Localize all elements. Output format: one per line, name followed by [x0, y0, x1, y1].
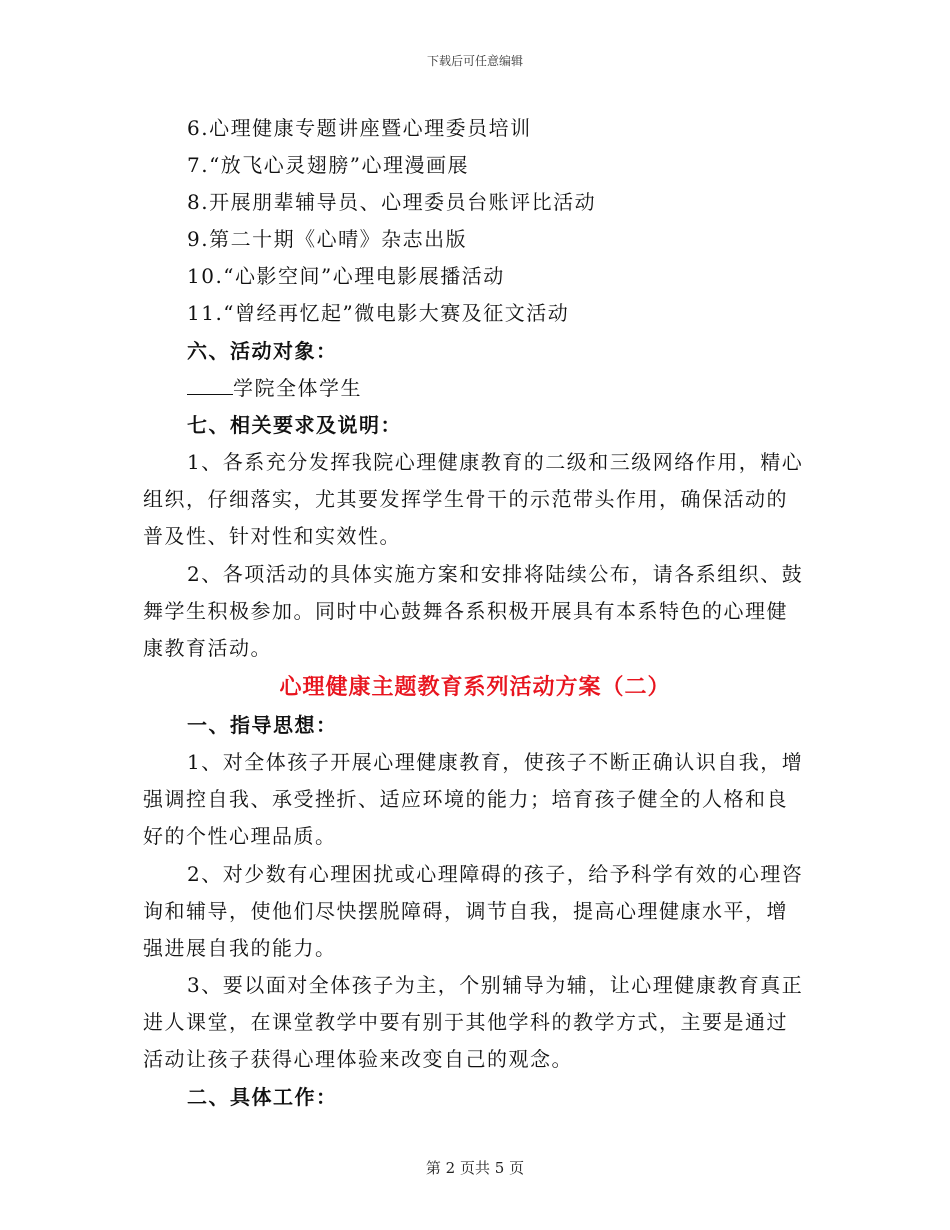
paragraph-line: 2、对少数有心理困扰或心理障碍的孩子，给予科学有效的心理咨	[187, 862, 804, 886]
page-header: 下载后可任意编辑	[426, 54, 523, 68]
list-item: 10.“心影空间”心理电影展播活动	[187, 264, 505, 288]
paragraph-line: 询和辅导，使他们尽快摆脱障碍，调节自我，提高心理健康水平，增	[143, 899, 788, 923]
document-title: 心理健康主题教育系列活动方案（二）	[279, 674, 671, 700]
section-heading: 六、活动对象：	[187, 339, 338, 363]
paragraph-line: 3、要以面对全体孩子为主，个别辅导为辅，让心理健康教育真正	[187, 973, 804, 997]
list-item: 6.心理健康专题讲座暨心理委员培训	[187, 116, 532, 140]
section-body-text: 学院全体学生	[233, 376, 362, 400]
paragraph-line: 强进展自我的能力。	[143, 936, 337, 960]
page-footer: 第 2 页共 5 页	[425, 1159, 525, 1177]
paragraph-line: 康教育活动。	[143, 636, 272, 660]
paragraph-line: 活动让孩子获得心理体验来改变自己的观念。	[143, 1047, 573, 1071]
paragraph-line: 1、各系充分发挥我院心理健康教育的二级和三级网络作用，精心	[187, 450, 804, 474]
paragraph-line: 组织，仔细落实，尤其要发挥学生骨干的示范带头作用，确保活动的	[143, 487, 788, 511]
section-heading: 一、指导思想：	[187, 713, 338, 737]
list-item: 9.第二十期《心晴》杂志出版	[187, 227, 468, 251]
paragraph-line: 普及性、针对性和实效性。	[143, 524, 401, 548]
section-body	[187, 374, 362, 402]
list-item: 8.开展朋辈辅导员、心理委员台账评比活动	[187, 190, 597, 214]
paragraph-line: 好的个性心理品质。	[143, 824, 337, 848]
paragraph-line: 2、各项活动的具体实施方案和安排将陆续公布，请各系组织、鼓	[187, 562, 804, 586]
paragraph-line: 进人课堂，在课堂教学中要有别于其他学科的教学方式，主要是通过	[143, 1010, 788, 1034]
section-heading: 二、具体工作：	[187, 1085, 338, 1109]
paragraph-line: 强调控自我、承受挫折、适应环境的能力；培育孩子健全的人格和良	[143, 787, 788, 811]
paragraph-line: 舞学生积极参加。同时中心鼓舞各系积极开展具有本系特色的心理健	[143, 599, 788, 623]
fill-in-blank	[187, 376, 233, 395]
list-item: 7.“放飞心灵翅膀”心理漫画展	[187, 153, 470, 177]
paragraph-line: 1、对全体孩子开展心理健康教育，使孩子不断正确认识自我，增	[187, 750, 804, 774]
list-item: 11.“曾经再忆起”微电影大赛及征文活动	[187, 301, 570, 325]
section-heading: 七、相关要求及说明：	[187, 413, 402, 437]
